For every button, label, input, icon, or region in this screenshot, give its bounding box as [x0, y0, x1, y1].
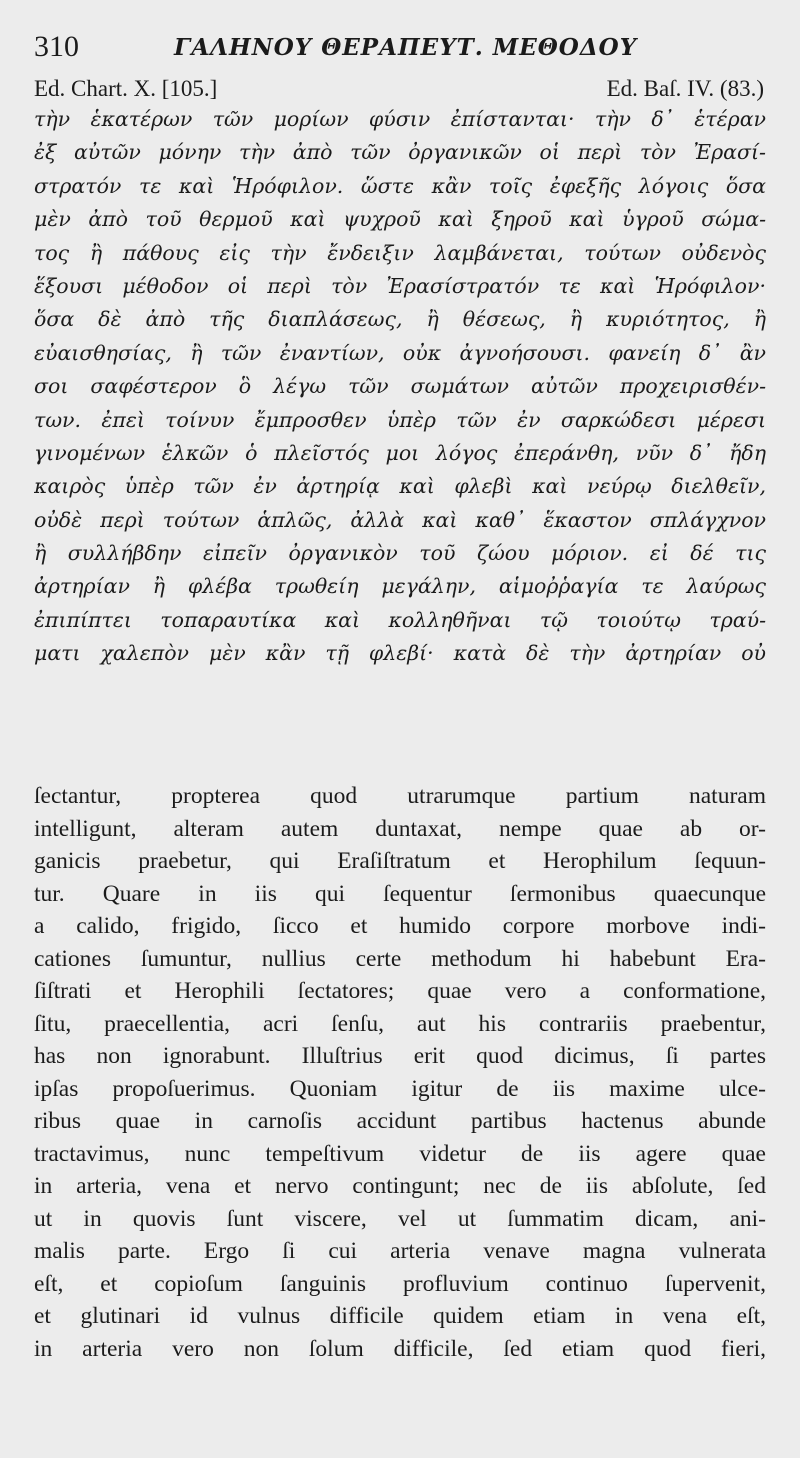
latin-text-line: ſitu, praecellentia, acri ſenſu, aut his contrariis praebentur,	[34, 1010, 766, 1037]
greek-text-line: ματι χαλεπὸν μὲν κἂν τῇ φλεβί· κατὰ δὲ τὴν ἀρτηρίαν οὐ	[34, 641, 766, 666]
greek-text-line: γινομένων ἑλκῶν ὁ πλεῖστός μοι λόγος ἐπεράνθη, νῦν δ᾽ ἤδη	[34, 440, 766, 465]
latin-text-line: ganicis praebetur, qui Eraſiſtratum et Herophilum ſequun-	[34, 848, 766, 874]
greek-text-line: ἐξ αὐτῶν μόνην τὴν ἀπὸ τῶν ὀργανικῶν οἱ περὶ τὸν Ἐρασί-	[34, 140, 766, 165]
latin-text-line: tractavimus, nunc tempeſtivum videtur de iis agere quae	[34, 1140, 766, 1167]
greek-text-line: οὐδὲ περὶ τούτων ἁπλῶς, ἀλλὰ καὶ καθ᾽ ἕκαστον σπλάγχνον	[34, 507, 766, 532]
latin-text-line: malis parte. Ergo ſi cui arteria venave magna vulnerata	[34, 1238, 766, 1264]
edition-line	[34, 76, 764, 106]
page-header	[34, 30, 774, 70]
page-number: 310	[34, 30, 79, 63]
greek-text-line: ἢ συλλήβδην εἰπεῖν ὀργανικὸν τοῦ ζώου μόριον. εἰ δέ τις	[34, 541, 766, 566]
latin-text-line: intelligunt, alteram autem duntaxat, nempe quae ab or-	[34, 815, 766, 842]
greek-text-line: καιρὸς ὑπὲρ τῶν ἐν ἀρτηρίᾳ καὶ φλεβὶ καὶ νεύρῳ διελθεῖν,	[34, 474, 766, 499]
greek-text-line: στρατόν τε καὶ Ἡρόφιλον. ὥστε κἂν τοῖς ἐφεξῆς λόγοις ὅσα	[34, 173, 766, 198]
latin-text-line: ſiſtrati et Herophili ſectatores; quae vero a conformatione,	[34, 978, 766, 1004]
greek-text-line: ὅσα δὲ ἀπὸ τῆς διαπλάσεως, ἢ θέσεως, ἢ κυριότητος, ἢ	[34, 307, 766, 332]
greek-text-line: ἐπιπίπτει τοπαραυτίκα καὶ κολληθῆναι τῷ τοιούτῳ τραύ-	[34, 607, 766, 632]
edition-left: Ed. Chart. X. [105.]	[34, 76, 218, 101]
greek-text-line: των. ἐπεὶ τοίνυν ἔμπροσθεν ὑπὲρ τῶν ἐν σαρκώδεσι μέρεσι	[34, 407, 766, 432]
greek-text-line: εὐαισθησίας, ἢ τῶν ἐναντίων, οὐκ ἀγνοήσουσι. φανείη δ᾽ ἂν	[34, 340, 766, 365]
latin-text-line: in arteria, vena et nervo contingunt; nec de iis abſolute, ſed	[34, 1173, 766, 1199]
greek-text-line: ἀρτηρίαν ἢ φλέβα τρωθείη μεγάλην, αἱμοῤῥαγία τε λαύρως	[34, 574, 766, 599]
latin-text-line: ſectantur, propterea quod utrarumque partium naturam	[34, 783, 766, 809]
greek-text-line: τὴν ἑκατέρων τῶν μορίων φύσιν ἐπίστανται· τὴν δ᾽ ἑτέραν	[34, 107, 766, 131]
running-title: ΓΑΛΗΝΟΥ ΘΕΡΑΠΕΥΤ. ΜΕΘΟΔΟΥ	[174, 34, 638, 61]
latin-text-line: tur. Quare in iis qui ſequentur ſermonibus quaecunque	[34, 880, 766, 907]
greek-text-line: τος ἢ πάθους εἰς τὴν ἔνδειξιν λαμβάνεται, τούτων οὐδενὸς	[34, 240, 766, 265]
latin-text-line: ut in quovis ſunt viscere, vel ut ſummatim dicam, ani-	[34, 1205, 766, 1232]
latin-text-line: has non ignorabunt. Illuſtrius erit quod dicimus, ſi partes	[34, 1043, 766, 1069]
edition-right: Ed. Baſ. IV. (83.)	[606, 76, 764, 101]
greek-text-line: ἕξουσι μέθοδον οἱ περὶ τὸν Ἐρασίστρατόν τε καὶ Ἡρόφιλον·	[34, 273, 766, 298]
greek-text-block	[34, 103, 766, 671]
latin-text-line: in arteria vero non ſolum difficile, ſed etiam quod fieri,	[34, 1335, 766, 1362]
greek-text-line: σοι σαφέστερον ὃ λέγω τῶν σωμάτων αὐτῶν προχειρισθέν-	[34, 374, 766, 399]
latin-text-line: et glutinari id vulnus difficile quidem etiam in vena eſt,	[34, 1303, 766, 1329]
latin-text-line: ribus quae in carnoſis accidunt partibus hactenus abunde	[34, 1108, 766, 1134]
latin-text-line: eſt, et copioſum ſanguinis profluvium continuo ſupervenit,	[34, 1270, 766, 1297]
latin-text-line: a calido, frigido, ſicco et humido corpore morbove indi-	[34, 913, 766, 939]
latin-text-line: ipſas propoſuerimus. Quoniam igitur de iis maxime ulce-	[34, 1075, 766, 1102]
latin-text-block	[34, 780, 766, 1365]
greek-text-line: μὲν ἀπὸ τοῦ θερμοῦ καὶ ψυχροῦ καὶ ξηροῦ καὶ ὑγροῦ σώμα-	[34, 207, 766, 232]
latin-text-line: cationes ſumuntur, nullius certe methodum hi habebunt Era-	[34, 945, 766, 972]
